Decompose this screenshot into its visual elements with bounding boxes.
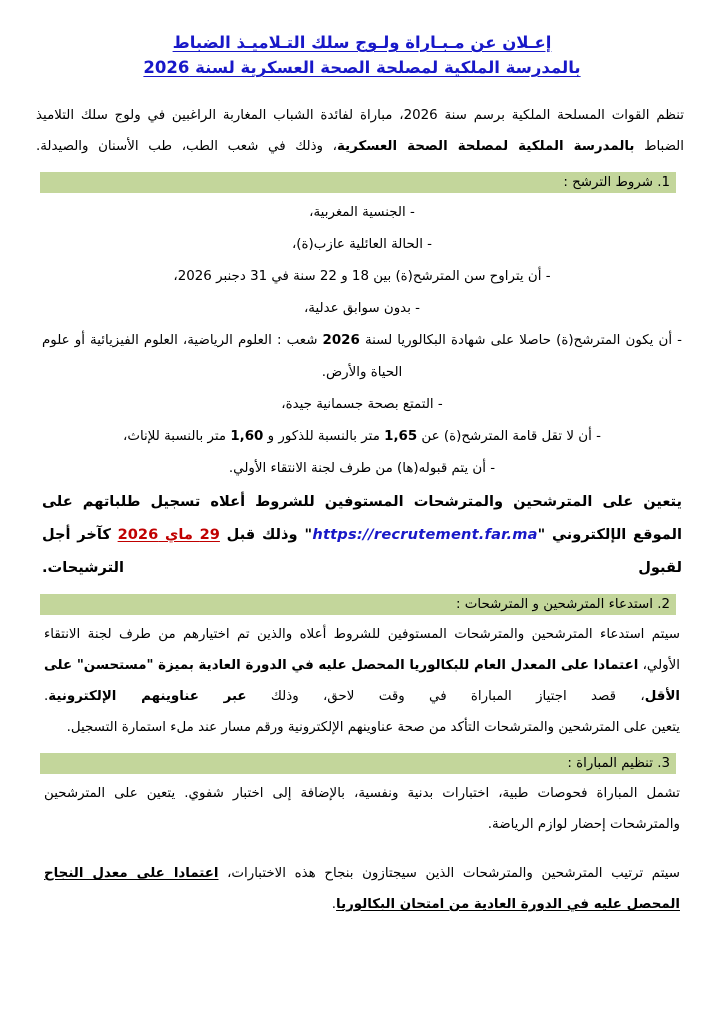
- intro-text-bold: بالمدرسة الملكية لمصلحة الصحة العسكرية: [336, 139, 635, 154]
- deadline-date: 29 ماي 2026: [117, 526, 220, 543]
- s2-p1-bold-2: عبر عناوينهم الإلكترونية: [48, 689, 247, 704]
- bullet-criminal-record: - بدون سوابق عدلية،: [303, 301, 421, 316]
- s3-p2-text-1: سيتم ترتيب المترشحين والمترشحات الذين سيجتازون بنجاح هذه الاختبارات،: [218, 866, 680, 881]
- section-3-paragraph-1: تشمل المباراة فحوصات طبية، اختبارات بدنية ونفسية، بالإضافة إلى اختبار شفوي. يتعين على المترشحين والمترشحات إحضار لوازم الرياضة.: [44, 786, 680, 832]
- recruitment-website-link[interactable]: https://recrutement.far.ma: [312, 526, 538, 543]
- bullet-bac-year: 2026: [322, 333, 360, 348]
- section-3-heading: 3. تنظيم المباراة :: [40, 753, 676, 774]
- registration-text-2: وذلك قبل: [219, 526, 305, 543]
- section-1-bullets: [32, 197, 692, 485]
- section-2-paragraph-1: [32, 619, 692, 712]
- bullet-bac-prefix: - أن يكون المترشح(ة) حاصلا على شهادة البكالوريا لسنة: [359, 333, 682, 348]
- height-value-male: 1,65: [384, 429, 418, 444]
- intro-text-2: ، وذلك في شعب الطب، طب الأسنان والصيدلة.: [36, 139, 337, 154]
- bullet-health: - التمتع بصحة جسمانية جيدة،: [281, 397, 443, 412]
- quote-close: ": [304, 526, 313, 543]
- bullet-age-range: - أن يتراوح سن المترشح(ة) بين 18 و 22 سنة في 31 دجنبر 2026،: [173, 269, 551, 284]
- s3-p2-emphasis: اعتمادا على معدل النجاح المحصل عليه في الدورة العادية من امتحان البكالوريا: [44, 866, 680, 912]
- bullet-height: [42, 421, 682, 453]
- s2-p1-text-2: ، قصد اجتياز المباراة في وقت لاحق، وذلك: [246, 689, 645, 704]
- s2-p1-text-1: سيتم استدعاء المترشحين والمترشحات المستوفين للشروط أعلاه والذين تم اختيارهم من طرف لجنة الانتقاء الأولي،: [44, 627, 680, 673]
- section-1-heading: 1. شروط الترشح :: [40, 172, 676, 193]
- height-prefix: - أن لا تقل قامة المترشح(ة) عن: [417, 429, 601, 444]
- registration-paragraph: [32, 485, 692, 584]
- s3-p2-text-2: .: [331, 897, 337, 912]
- title-line-1: إعـلان عن مـبـاراة ولـوج سلك التـلاميـذ الضباط: [172, 33, 552, 52]
- section-3-bar-wrap: [32, 753, 692, 774]
- section-2-paragraph-2: يتعين على المترشحين والمترشحات التأكد من صحة عناوينهم الإلكترونية ورقم مسار عند ملء استمارة التسجيل.: [66, 720, 680, 735]
- section-2-heading: 2. استدعاء المترشحين و المترشحات :: [40, 594, 676, 615]
- page-title: [32, 0, 692, 80]
- height-suffix: متر بالنسبة للإناث،: [123, 429, 231, 444]
- s2-p1-bold-1: اعتمادا على المعدل العام للبكالوريا المحصل عليه في الدورة العادية بميزة "مستحسن" على الأقل: [44, 658, 680, 704]
- registration-text-3: كآخر أجل لقبول الترشيحات.: [42, 526, 682, 576]
- height-value-female: 1,60: [230, 429, 264, 444]
- bullet-bac-suffix: شعب : العلوم الرياضية، العلوم الفيزيائية أو علوم الحياة والأرض.: [42, 333, 403, 380]
- title-line-2: بالمدرسة الملكية لمصلحة الصحة العسكرية لسنة 2026: [143, 58, 581, 77]
- section-1-bar-wrap: [32, 172, 692, 193]
- s2-p1-text-3: .: [44, 689, 49, 704]
- bullet-nationality: - الجنسية المغربية،: [309, 205, 415, 220]
- intro-text-1: تنظم القوات المسلحة الملكية برسم سنة 2026، مباراة لفائدة الشباب المغاربة الراغبين في ولوج سلك التلاميذ الضباط: [36, 108, 684, 154]
- height-mid-1: متر بالنسبة للذكور و: [263, 429, 385, 444]
- registration-text-1: يتعين على المترشحين والمترشحات المستوفين للشروط أعلاه تسجيل طلباتهم على الموقع الإلكتروني: [42, 493, 682, 543]
- bullet-baccalaureate: [42, 325, 682, 389]
- bullet-marital-status: - الحالة العائلية عازب(ة)،: [291, 237, 433, 252]
- bullet-preselection: - أن يتم قبوله(ها) من طرف لجنة الانتقاء الأولي.: [228, 461, 496, 476]
- quote-open: ": [537, 526, 546, 543]
- section-3-paragraph-2: [32, 858, 692, 920]
- section-2-bar-wrap: [32, 594, 692, 615]
- intro-paragraph: [32, 100, 692, 162]
